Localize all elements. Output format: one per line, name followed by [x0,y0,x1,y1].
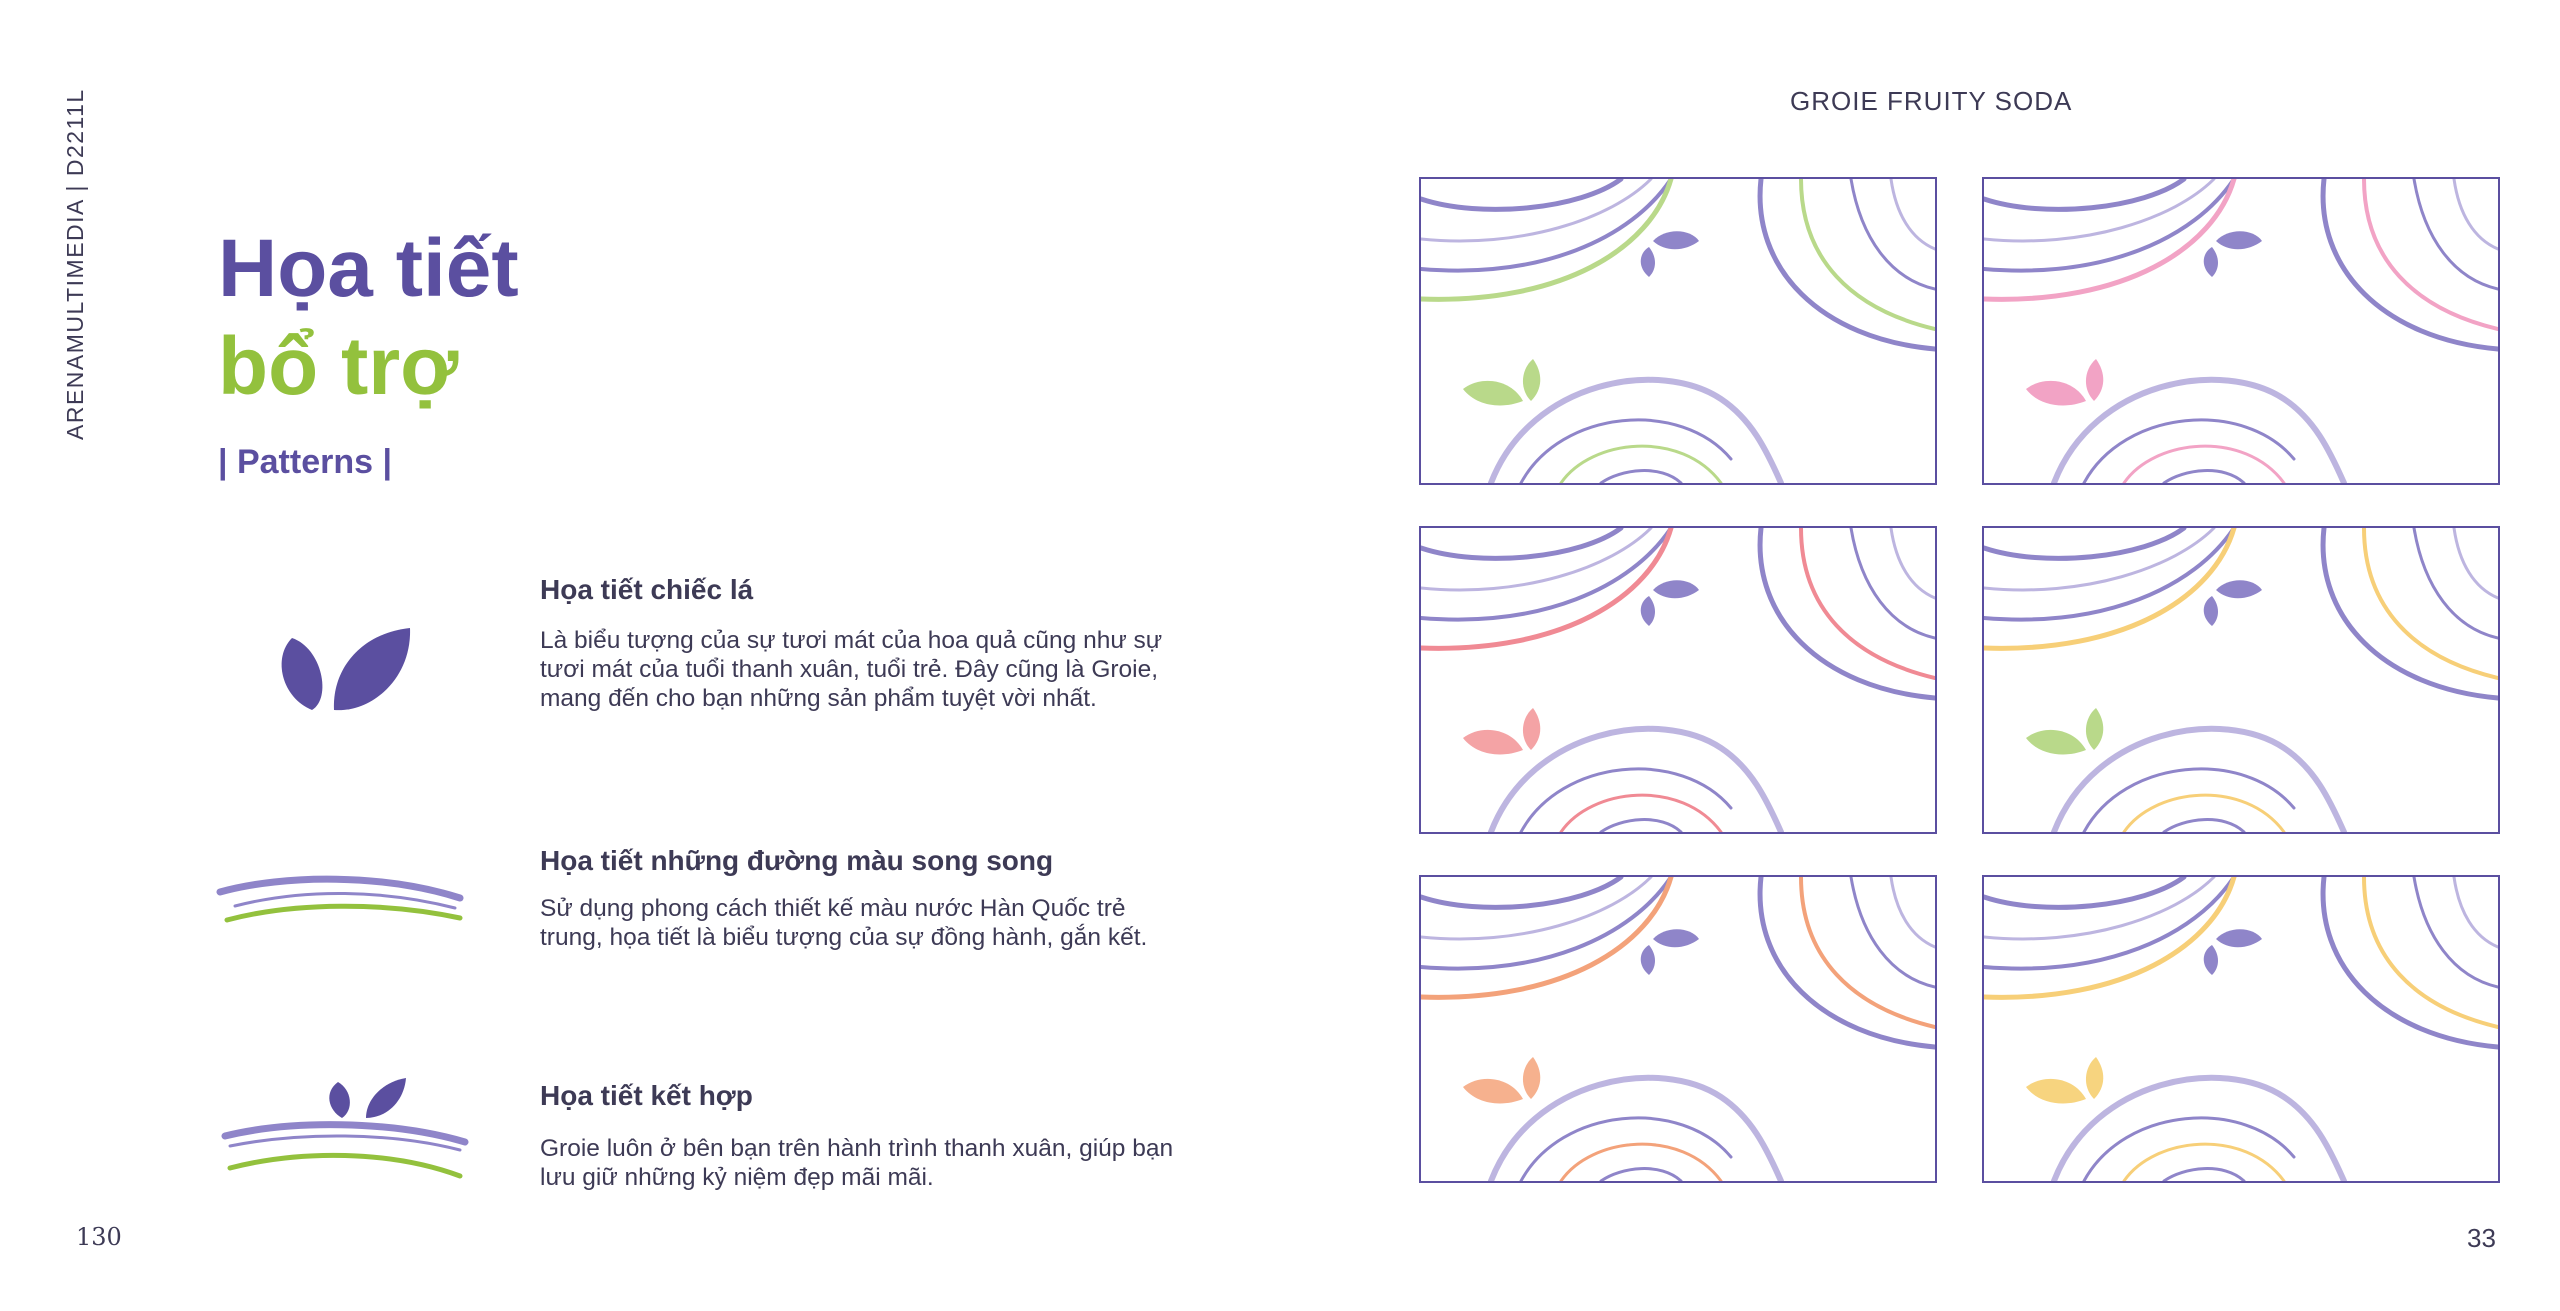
section-text: Sử dụng phong cách thiết kế màu nước Hàn Quốc trẻ trung, họa tiết là biểu tượng của sự đồng hành, gắn kết. [540,895,1148,951]
section-title: Họa tiết kết hợp [540,1080,753,1111]
page-subtitle: | Patterns | [218,443,392,481]
page-number-left: 130 [76,1223,122,1251]
combined-pattern-icon [220,1072,470,1182]
pattern-tile [1982,526,2500,834]
brand-name: GROIE FRUITY SODA [1790,86,2073,116]
section-title: Họa tiết chiếc lá [540,574,754,605]
pattern-tile [1982,177,2500,485]
section-title: Họa tiết những đường màu song song [540,845,1054,876]
side-label: ARENAMULTIMEDIA | D2211L [62,88,88,440]
section-text: Groie luôn ở bên bạn trên hành trình thanh xuân, giúp bạn lưu giữ những kỷ niệm đẹp mãi mãi. [540,1135,1174,1191]
page-title-line2: bổ trợ [218,321,459,412]
pattern-tile [1982,875,2500,1183]
pattern-tile [1419,526,1937,834]
page-number-right: 33 [2467,1223,2496,1253]
pattern-tile [1419,177,1937,485]
parallel-lines-icon [215,868,465,938]
leaf-icon [262,618,422,718]
section-text: Là biểu tượng của sự tươi mát của hoa quả cũng như sự tươi mát của tuổi thanh xuân, tuổi trẻ. Đây cũng là Groie, mang đến cho bạn những sản phẩm tuyệt vời nhất. [540,627,1163,712]
pattern-tile [1419,875,1937,1183]
page-title-line1: Họa tiết [218,223,519,314]
